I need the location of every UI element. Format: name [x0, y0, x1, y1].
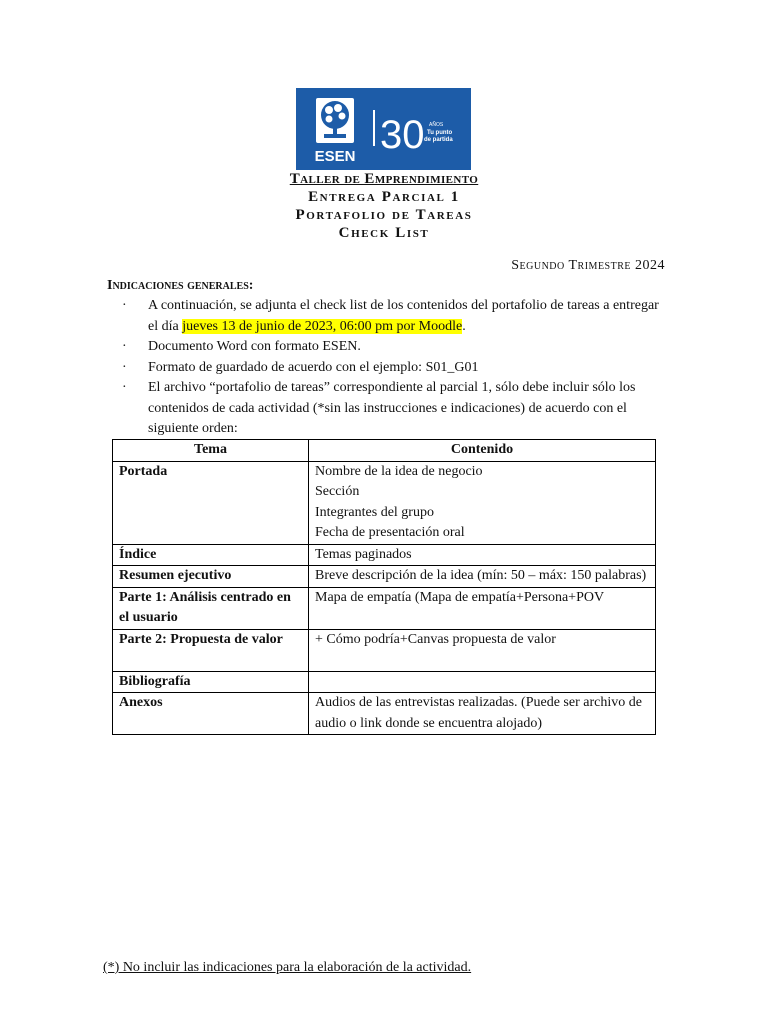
- item3-text: Formato de guardado de acuerdo con el ejemplo: S01_G01: [148, 359, 479, 375]
- table-row: [113, 587, 656, 629]
- row-contenido: + Cómo podría+Canvas propuesta de valor: [309, 629, 656, 671]
- header-tema: Tema: [113, 440, 309, 462]
- title-portfolio: Portafolio de Tareas: [295, 207, 473, 223]
- row-contenido: Temas paginados: [309, 544, 656, 566]
- table-row: [113, 544, 656, 566]
- cell-line: Fecha de presentación oral: [315, 525, 465, 540]
- table-row: [113, 671, 656, 693]
- title-checklist: Check List: [338, 225, 430, 241]
- table-header-row: [113, 440, 656, 462]
- logo-anniversary-suffix: AÑOS: [429, 122, 444, 128]
- deadline-highlight: jueves 13 de junio de 2023, 06:00 pm por Moodle: [182, 318, 463, 334]
- cell-line: Nombre de la idea de negocio: [315, 463, 483, 479]
- row-tema: Portada: [113, 461, 309, 544]
- row-contenido: [309, 671, 656, 693]
- row-tema: Índice: [113, 544, 309, 566]
- logo-anniversary-number: 30: [380, 113, 425, 157]
- bullet-icon: ·: [122, 380, 127, 395]
- row-tema: Parte 2: Propuesta de valor: [113, 629, 309, 671]
- list-item: [122, 296, 662, 337]
- row-contenido: Mapa de empatía (Mapa de empatía+Persona+POV: [309, 587, 656, 629]
- item2-text: Documento Word con formato ESEN.: [148, 339, 361, 354]
- title-delivery: Entrega Parcial 1: [308, 189, 460, 205]
- row-contenido: Breve descripción de la idea (mín: 50 – máx: 150 palabras): [309, 566, 656, 588]
- table-row: [113, 461, 656, 544]
- tree-emblem-icon: [316, 98, 354, 143]
- list-item: [122, 378, 662, 440]
- item4-text: El archivo “portafolio de tareas” correspondiente al parcial 1, sólo debe incluir sólo los contenidos de cada actividad (*sin las instrucciones e indicaciones) de acuerdo con el siguiente orden:: [148, 380, 636, 436]
- footnote: (*) No incluir las indicaciones para la elaboración de la actividad.: [103, 960, 472, 975]
- document-titles: [0, 170, 768, 242]
- header-contenido: Contenido: [309, 440, 656, 462]
- table-row: [113, 566, 656, 588]
- row-contenido: [309, 461, 656, 544]
- list-item: [122, 358, 662, 379]
- checklist-table: [112, 439, 656, 735]
- bullet-icon: ·: [122, 339, 127, 354]
- row-tema: Parte 1: Análisis centrado en el usuario: [113, 587, 309, 629]
- item1-end: .: [462, 318, 466, 334]
- list-item: [122, 337, 662, 358]
- esen-logo: [296, 88, 471, 170]
- general-instructions-title: Indicaciones generales:: [107, 278, 254, 293]
- row-contenido: Audios de las entrevistas realizadas. (Puede ser archivo de audio o link donde se encuentra alojado): [309, 693, 656, 735]
- table-row: [113, 629, 656, 671]
- term-label: Segundo Trimestre 2024: [511, 258, 665, 273]
- logo-tagline-2: de partida: [424, 137, 453, 143]
- row-tema: Resumen ejecutivo: [113, 566, 309, 588]
- row-tema: Bibliografía: [113, 671, 309, 693]
- bullet-icon: ·: [122, 298, 127, 313]
- item1-text: A continuación, se adjunta el check list de los contenidos del portafolio de tareas a entregar el día: [148, 298, 659, 334]
- instructions-list: [122, 296, 662, 440]
- row-tema: Anexos: [113, 693, 309, 735]
- logo-tagline-1: Tu punto: [427, 130, 453, 136]
- logo-brand: ESEN: [314, 148, 356, 165]
- cell-line: Sección: [315, 484, 360, 499]
- cell-line: Integrantes del grupo: [315, 504, 434, 520]
- title-course: Taller de Emprendimiento: [289, 171, 479, 187]
- bullet-icon: ·: [122, 359, 127, 375]
- table-row: [113, 693, 656, 735]
